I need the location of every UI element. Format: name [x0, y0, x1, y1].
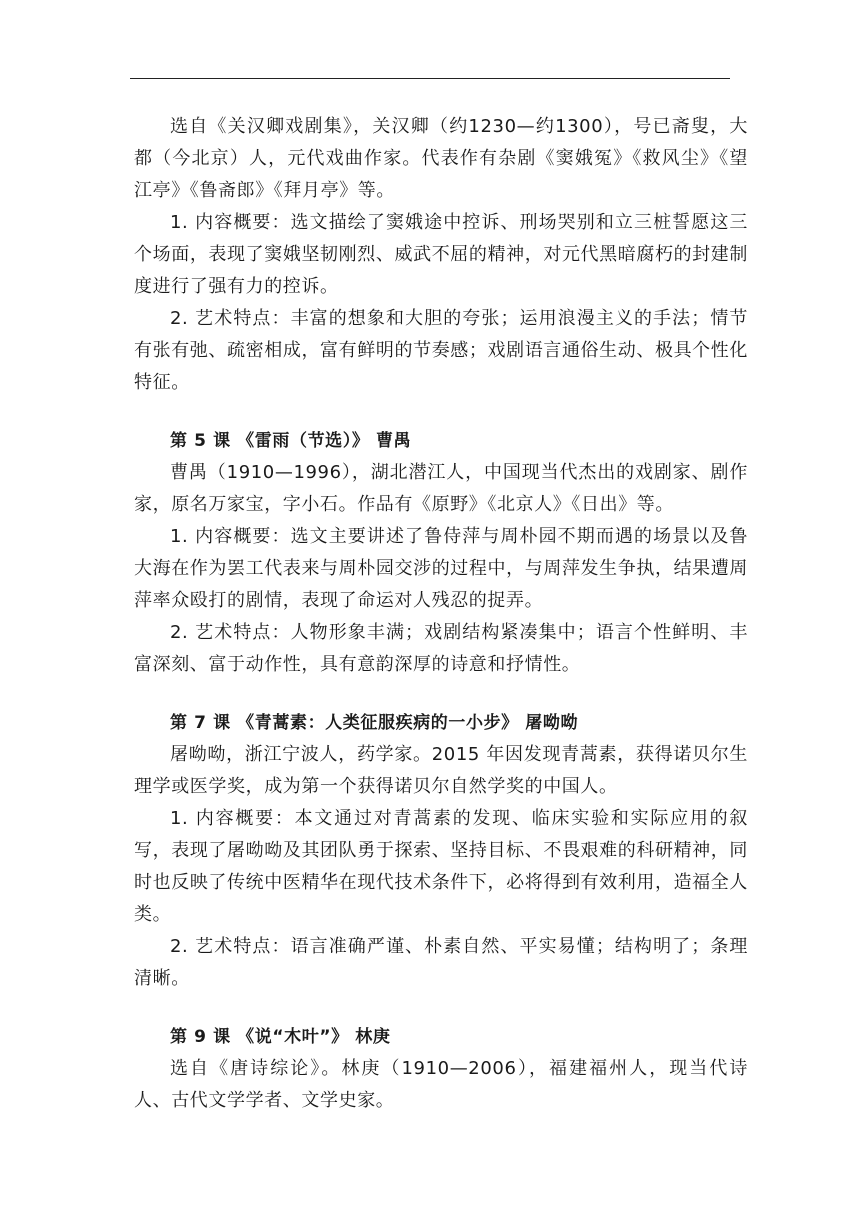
- lesson-5-heading: 第 5 课 《雷雨（节选）》 曹禺: [170, 431, 412, 451]
- art-features: 2. 艺术特点：语言准确严谨、朴素自然、平实易懂；结构明了；条理清晰。: [134, 936, 748, 989]
- lesson-9-heading: 第 9 课 《说“木叶”》 林庚: [170, 1027, 391, 1047]
- header-rule: [130, 78, 730, 79]
- author-bio: 选自《关汉卿戏剧集》，关汉卿（约1230—约1300），号已斋叟，大都（今北京）人，元代戏曲作家。代表作有杂剧《窦娥冤》《救风尘》《望江亭》《鲁斋郎》《拜月亭》等。: [134, 116, 748, 201]
- author-bio: 曹禺（1910—1996），湖北潜江人，中国现当代杰出的戏剧家、剧作家，原名万家宝，字小石。作品有《原野》《北京人》《日出》等。: [134, 462, 748, 515]
- content-summary: 1. 内容概要：选文主要讲述了鲁侍萍与周朴园不期而遇的场景以及鲁大海在作为罢工代表来与周朴园交涉的过程中，与周萍发生争执，结果遭周萍率众殴打的剧情，表现了命运对人残忍的捉弄。: [134, 526, 748, 611]
- lesson-7-section: [134, 707, 748, 995]
- lesson-5-section: [134, 425, 748, 681]
- content-summary: 1. 内容概要：本文通过对青蒿素的发现、临床实验和实际应用的叙写，表现了屠呦呦及其团队勇于探索、坚持目标、不畏艰难的科研精神，同时也反映了传统中医精华在现代技术条件下，必将得到有效利用，造福全人类。: [134, 808, 748, 925]
- art-features: 2. 艺术特点：人物形象丰满；戏剧结构紧凑集中；语言个性鲜明、丰富深刻、富于动作性，具有意韵深厚的诗意和抒情性。: [134, 622, 748, 675]
- lesson-9-section: [134, 1021, 748, 1117]
- author-bio: 屠呦呦，浙江宁波人，药学家。2015 年因发现青蒿素，获得诺贝尔生理学或医学奖，成为第一个获得诺贝尔自然学奖的中国人。: [134, 744, 748, 797]
- intro-section: [134, 111, 748, 399]
- content-summary: 1. 内容概要：选文描绘了窦娥途中控诉、刑场哭别和立三桩誓愿这三个场面，表现了窦娥坚韧刚烈、威武不屈的精神，对元代黑暗腐朽的封建制度进行了强有力的控诉。: [134, 212, 748, 297]
- author-bio: 选自《唐诗综论》。林庚（1910—2006），福建福州人，现当代诗人、古代文学学者、文学史家。: [134, 1058, 748, 1111]
- art-features: 2. 艺术特点：丰富的想象和大胆的夸张；运用浪漫主义的手法；情节有张有弛、疏密相成，富有鲜明的节奏感；戏剧语言通俗生动、极具个性化特征。: [134, 308, 748, 393]
- lesson-7-heading: 第 7 课 《青蒿素：人类征服疾病的一小步》 屠呦呦: [170, 713, 579, 733]
- document-body: [134, 111, 748, 1117]
